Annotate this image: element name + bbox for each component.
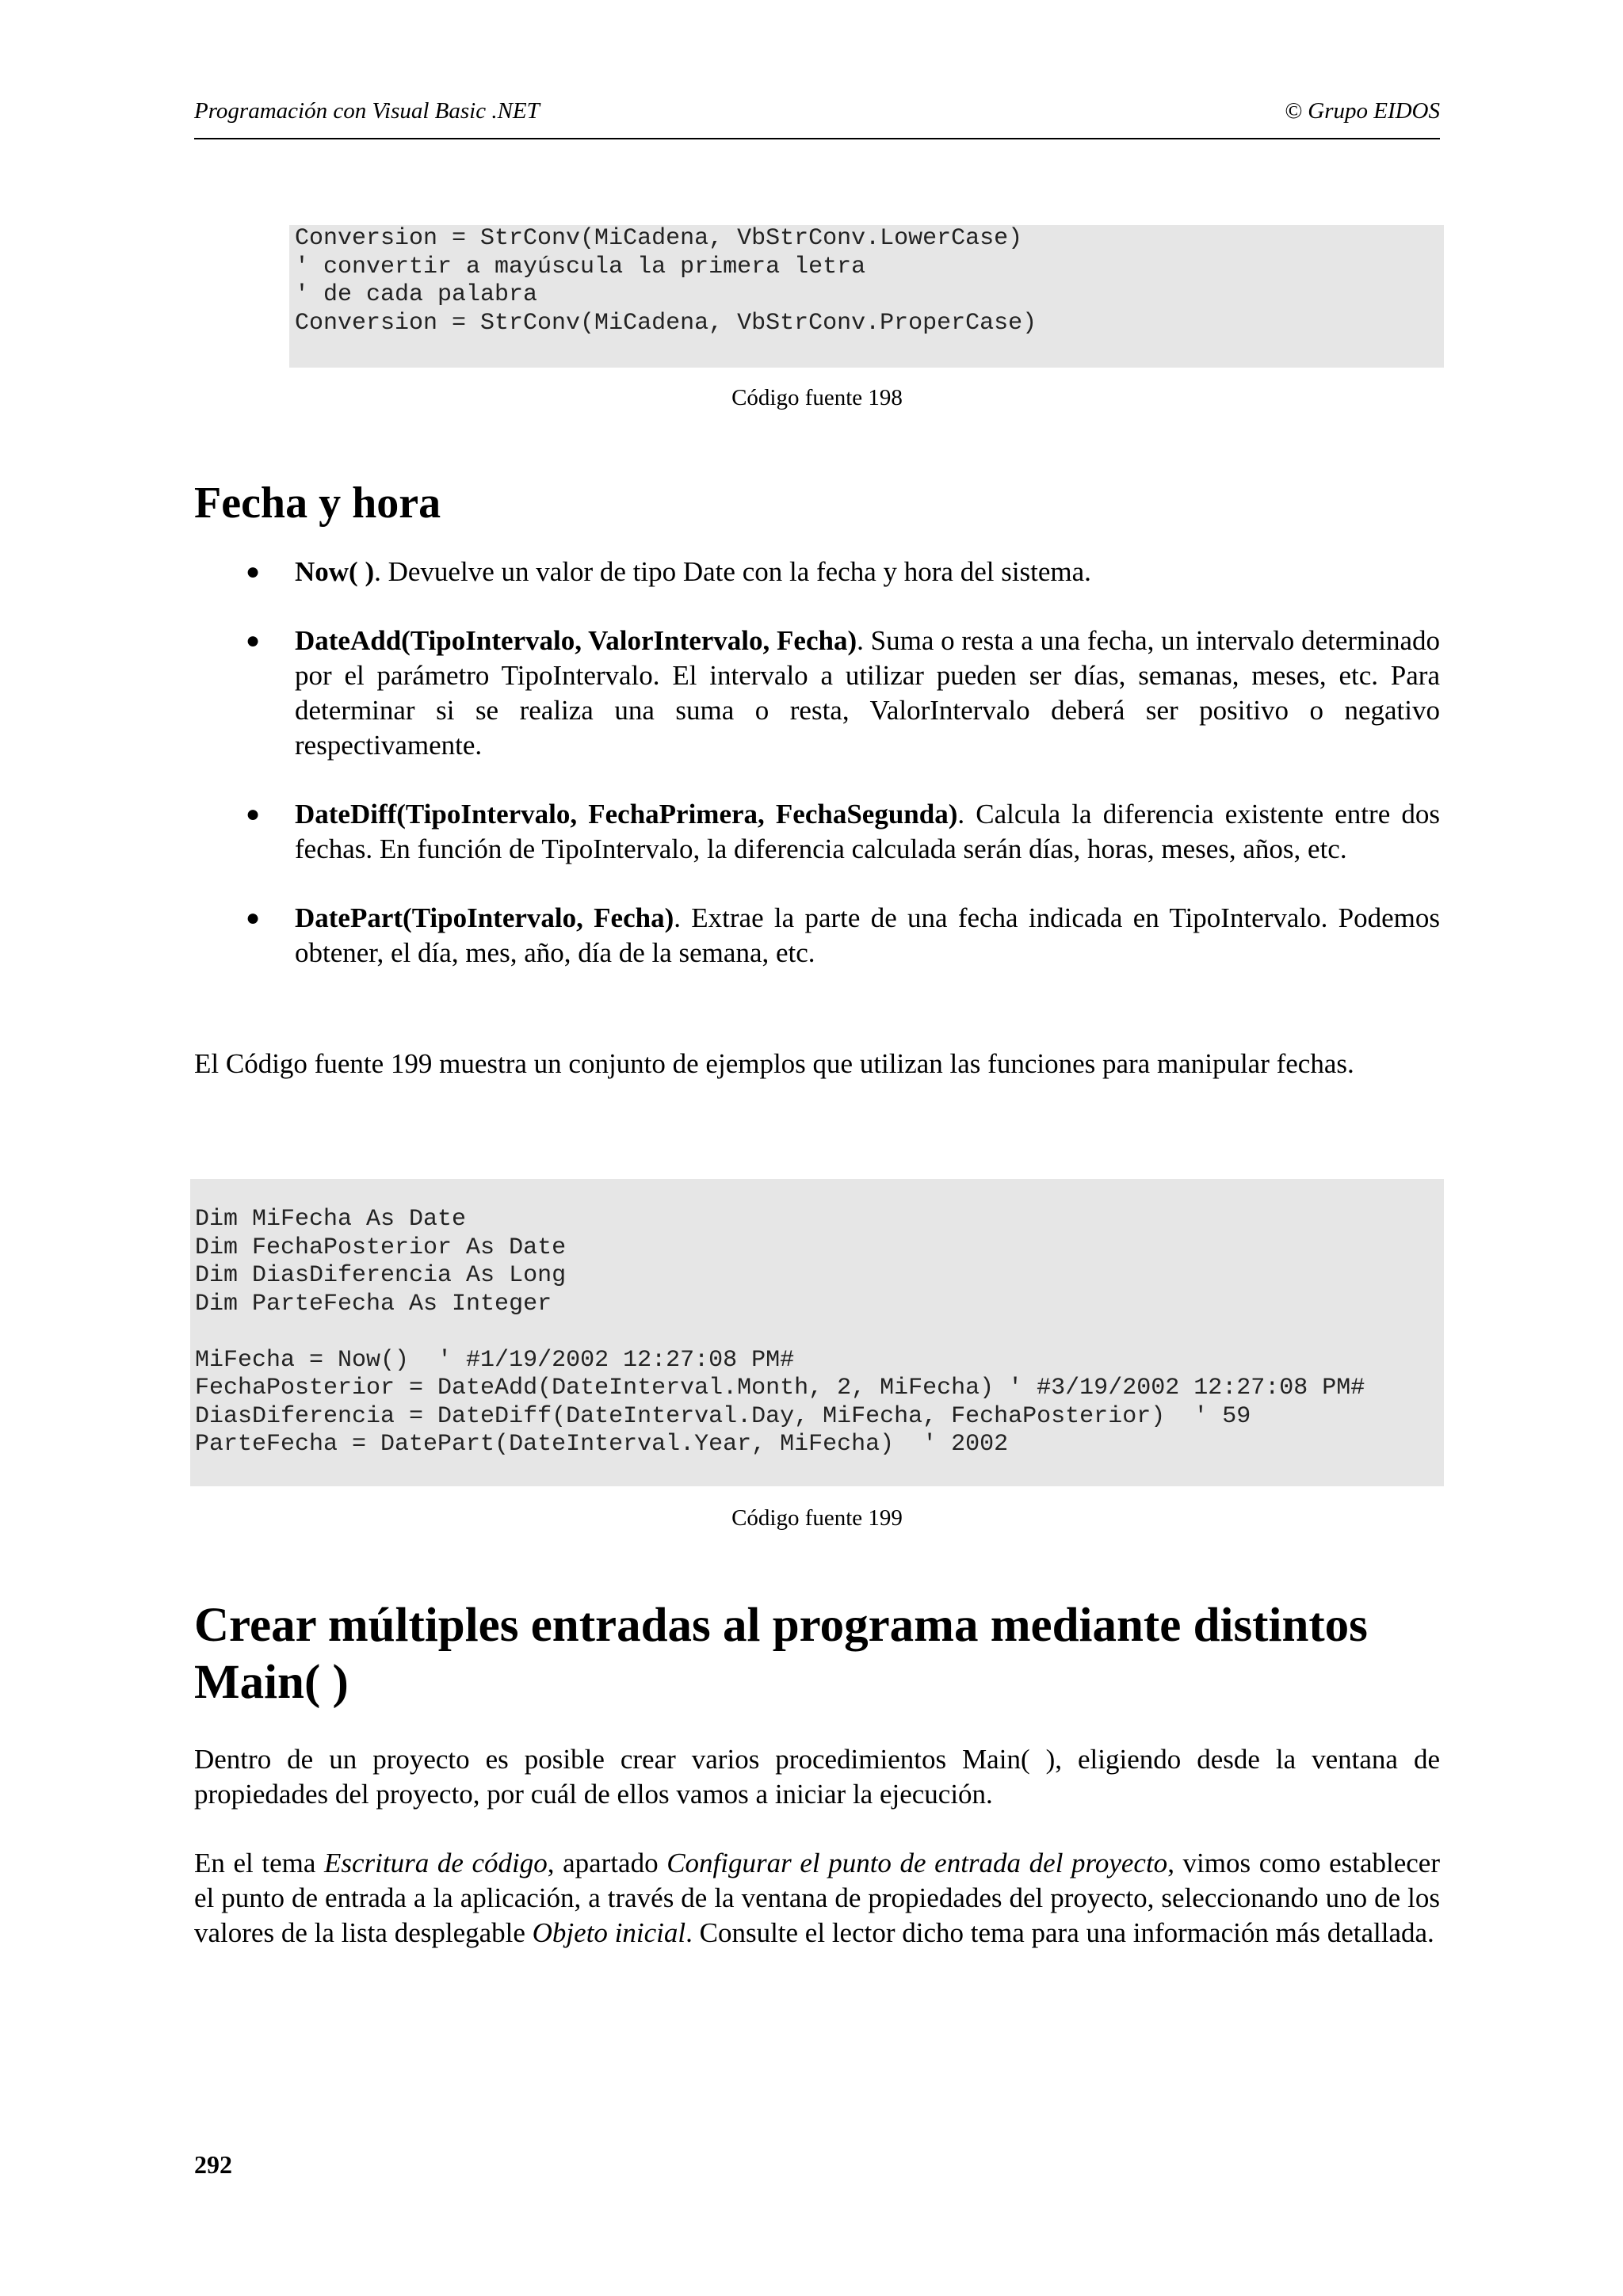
code-block-199 <box>190 1179 1444 1486</box>
code-line: Dim MiFecha As Date <box>195 1206 467 1233</box>
bullet-icon: ● <box>246 627 261 654</box>
function-name: DatePart(TipoIntervalo, Fecha) <box>295 902 674 933</box>
reference-section: Configurar el punto de entrada del proyecto <box>666 1848 1168 1878</box>
reference-option: Objeto inicial <box>532 1917 686 1948</box>
paragraph-text: , apartado <box>547 1848 667 1878</box>
running-header <box>194 95 1440 127</box>
function-description: . Devuelve un valor de tipo Date con la fecha y hora del sistema. <box>374 556 1091 587</box>
bullet-icon: ● <box>246 559 261 585</box>
section-title-fecha: Fecha y hora <box>194 479 441 528</box>
code-block-198 <box>289 225 1444 368</box>
code-line: Dim ParteFecha As Integer <box>195 1290 552 1318</box>
code-line: Conversion = StrConv(MiCadena, VbStrConv.LowerCase) <box>295 225 1023 252</box>
code-line: FechaPosterior = DateAdd(DateInterval.Month, 2, MiFecha) ' #3/19/2002 12:27:08 PM# <box>195 1375 1365 1402</box>
code-line: ' convertir a mayúscula la primera letra <box>295 253 866 280</box>
intro-paragraph: El Código fuente 199 muestra un conjunto de ejemplos que utilizan las funciones para manipular fechas. <box>194 1048 1354 1079</box>
function-name: DateDiff(TipoIntervalo, FechaPrimera, FechaSegunda) <box>295 799 958 830</box>
code-line: Dim DiasDiferencia As Long <box>195 1262 567 1289</box>
code-caption-198: Código fuente 198 <box>731 385 903 410</box>
code-caption-199: Código fuente 199 <box>731 1505 903 1531</box>
header-book-title: Programación con Visual Basic .NET <box>194 98 540 124</box>
section-title-main: Crear múltiples entradas al programa mediante distintos Main( ) <box>194 1599 1368 1709</box>
code-line: ' de cada palabra <box>295 281 538 308</box>
paragraph-main-intro: Dentro de un proyecto es posible crear varios procedimientos Main( ), eligiendo desde la ventana de propiedades del proyecto, por cuál de ellos vamos a iniciar la ejecución. <box>194 1744 1440 1810</box>
header-publisher: © Grupo EIDOS <box>1284 98 1440 124</box>
list-item <box>194 624 1440 763</box>
code-line <box>195 1318 1444 1347</box>
code-line: DiasDiferencia = DateDiff(DateInterval.Day, MiFecha, FechaPosterior) ' 59 <box>195 1402 1251 1430</box>
paragraph-entry-point <box>194 1846 1440 1951</box>
function-description: . Extrae la parte de una fecha indicada en TipoIntervalo. Podemos obtener, el día, mes, año, día de la semana, etc. <box>295 902 1440 968</box>
page-number: 292 <box>194 2150 232 2179</box>
paragraph-text: . Consulte el lector dicho tema para una información más detallada. <box>685 1917 1434 1948</box>
code-line: Dim FechaPosterior As Date <box>195 1234 567 1261</box>
list-item <box>194 555 1440 589</box>
bullet-icon: ● <box>246 801 261 827</box>
code-line: Conversion = StrConv(MiCadena, VbStrConv.ProperCase) <box>295 309 1037 337</box>
function-description: . Calcula la diferencia existente entre dos fechas. En función de TipoIntervalo, la diferencia calculada serán días, horas, meses, años, etc. <box>295 799 1440 864</box>
bullet-icon: ● <box>246 905 261 931</box>
reference-chapter: Escritura de código <box>323 1848 548 1878</box>
function-description: . Suma o resta a una fecha, un intervalo determinado por el parámetro TipoIntervalo. El intervalo a utilizar pueden ser días, semanas, meses, etc. Para determinar si se realiza una suma o resta, ValorIntervalo deberá ser positivo o negativo respectivamente. <box>295 625 1441 761</box>
function-name: DateAdd(TipoIntervalo, ValorIntervalo, Fecha) <box>295 625 857 656</box>
code-line: ParteFecha = DatePart(DateInterval.Year, MiFecha) ' 2002 <box>195 1431 1009 1458</box>
list-item <box>194 901 1440 971</box>
paragraph-text: En el tema <box>194 1848 324 1878</box>
code-line: MiFecha = Now() ' #1/19/2002 12:27:08 PM# <box>195 1346 795 1374</box>
function-name: Now( ) <box>295 556 375 587</box>
function-list <box>194 555 1440 1005</box>
list-item <box>194 797 1440 867</box>
paragraph-text: , vimos como establecer el punto de entrada a la aplicación, a través de la ventana de propiedades del proyecto, seleccionando uno de los valores de la lista desplegable <box>194 1848 1440 1948</box>
header-rule <box>194 138 1440 139</box>
